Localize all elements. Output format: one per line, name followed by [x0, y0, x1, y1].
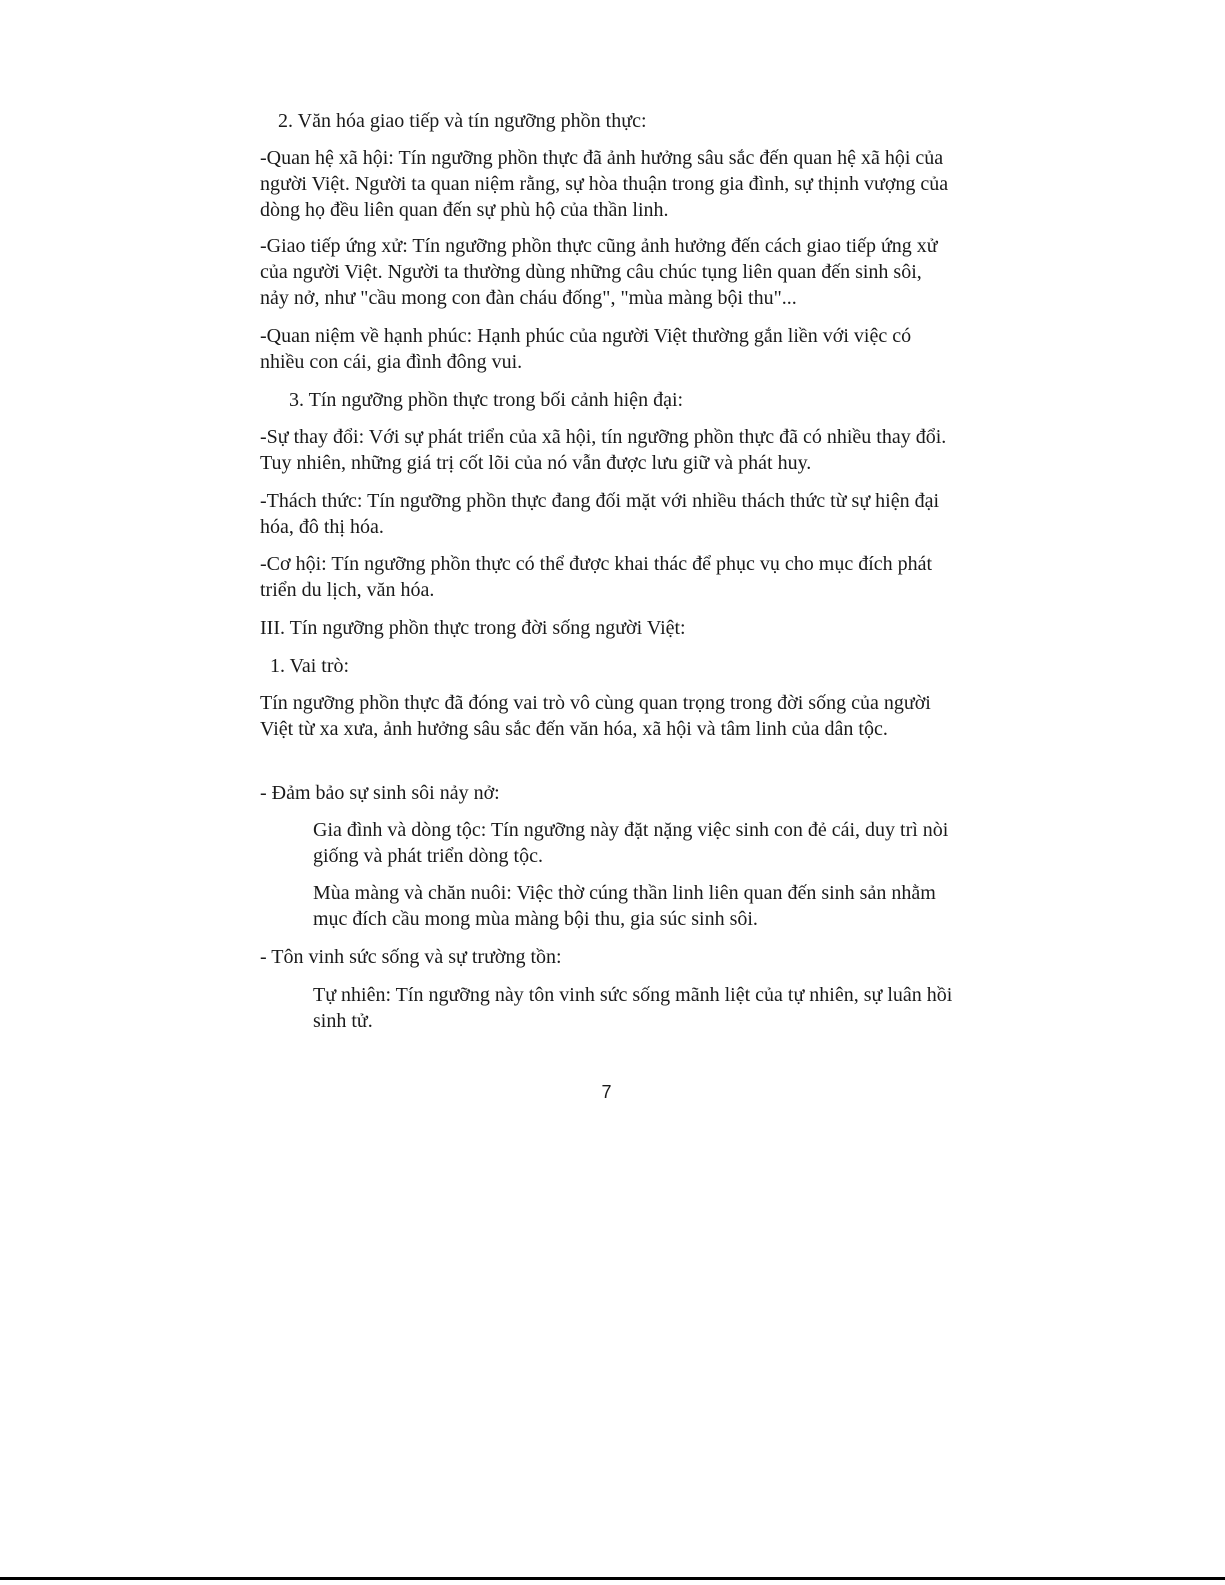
paragraph-happiness: -Quan niệm về hạnh phúc: Hạnh phúc của người Việt thường gắn liền với việc có nhiều con cái, gia đình đông vui. — [260, 325, 912, 373]
section-heading-2: 2. Văn hóa giao tiếp và tín ngưỡng phồn thực: — [278, 110, 647, 132]
paragraph-communication: -Giao tiếp ứng xử: Tín ngưỡng phồn thực cũng ảnh hưởng đến cách giao tiếp ứng xử của người Việt. Người ta thường dùng những câu chúc tụng liên quan đến sinh sôi, nảy nở, như "cầu mong con đàn cháu đống", "mùa màng bội thu"... — [260, 235, 938, 309]
paragraph-change: -Sự thay đổi: Với sự phát triển của xã hội, tín ngưỡng phồn thực đã có nhiều thay đổi. Tuy nhiên, những giá trị cốt lõi của nó vẫn được lưu giữ và phát huy. — [260, 426, 947, 474]
paragraph-challenge: -Thách thức: Tín ngưỡng phồn thực đang đối mặt với nhiều thách thức từ sự hiện đại hóa, đô thị hóa. — [260, 490, 940, 538]
paragraph-family-lineage: Gia đình và dòng tộc: Tín ngưỡng này đặt nặng việc sinh con đẻ cái, duy trì nòi giống và phát triển dòng tộc. — [313, 819, 949, 867]
paragraph-role-intro: Tín ngưỡng phồn thực đã đóng vai trò vô cùng quan trọng trong đời sống của người Việt từ xa xưa, ảnh hưởng sâu sắc đến văn hóa, xã hội và tâm linh của dân tộc. — [260, 692, 931, 740]
bottom-border — [0, 1577, 1225, 1580]
paragraph-nature: Tự nhiên: Tín ngưỡng này tôn vinh sức sống mãnh liệt của tự nhiên, sự luân hồi sinh tử. — [313, 984, 953, 1032]
page-number: 7 — [601, 1082, 612, 1102]
bullet-heading-reproduction: - Đảm bảo sự sinh sôi nảy nở: — [260, 782, 500, 804]
section-heading-3: 3. Tín ngưỡng phồn thực trong bối cảnh hiện đại: — [289, 389, 684, 411]
chapter-heading-3: III. Tín ngưỡng phồn thực trong đời sống người Việt: — [260, 617, 686, 639]
numbered-heading-role: 1. Vai trò: — [270, 655, 350, 677]
bullet-heading-vitality: - Tôn vinh sức sống và sự trường tồn: — [260, 946, 562, 968]
paragraph-crops-livestock: Mùa màng và chăn nuôi: Việc thờ cúng thần linh liên quan đến sinh sản nhằm mục đích cầu mong mùa màng bội thu, gia súc sinh sôi. — [313, 882, 936, 930]
paragraph-social-relations: -Quan hệ xã hội: Tín ngưỡng phồn thực đã ảnh hưởng sâu sắc đến quan hệ xã hội của người Việt. Người ta quan niệm rằng, sự hòa thuận trong gia đình, sự thịnh vượng của dòng họ đều liên quan đến sự phù hộ của thần linh. — [260, 147, 949, 221]
paragraph-opportunity: -Cơ hội: Tín ngưỡng phồn thực có thể được khai thác để phục vụ cho mục đích phát triển du lịch, văn hóa. — [260, 553, 933, 601]
